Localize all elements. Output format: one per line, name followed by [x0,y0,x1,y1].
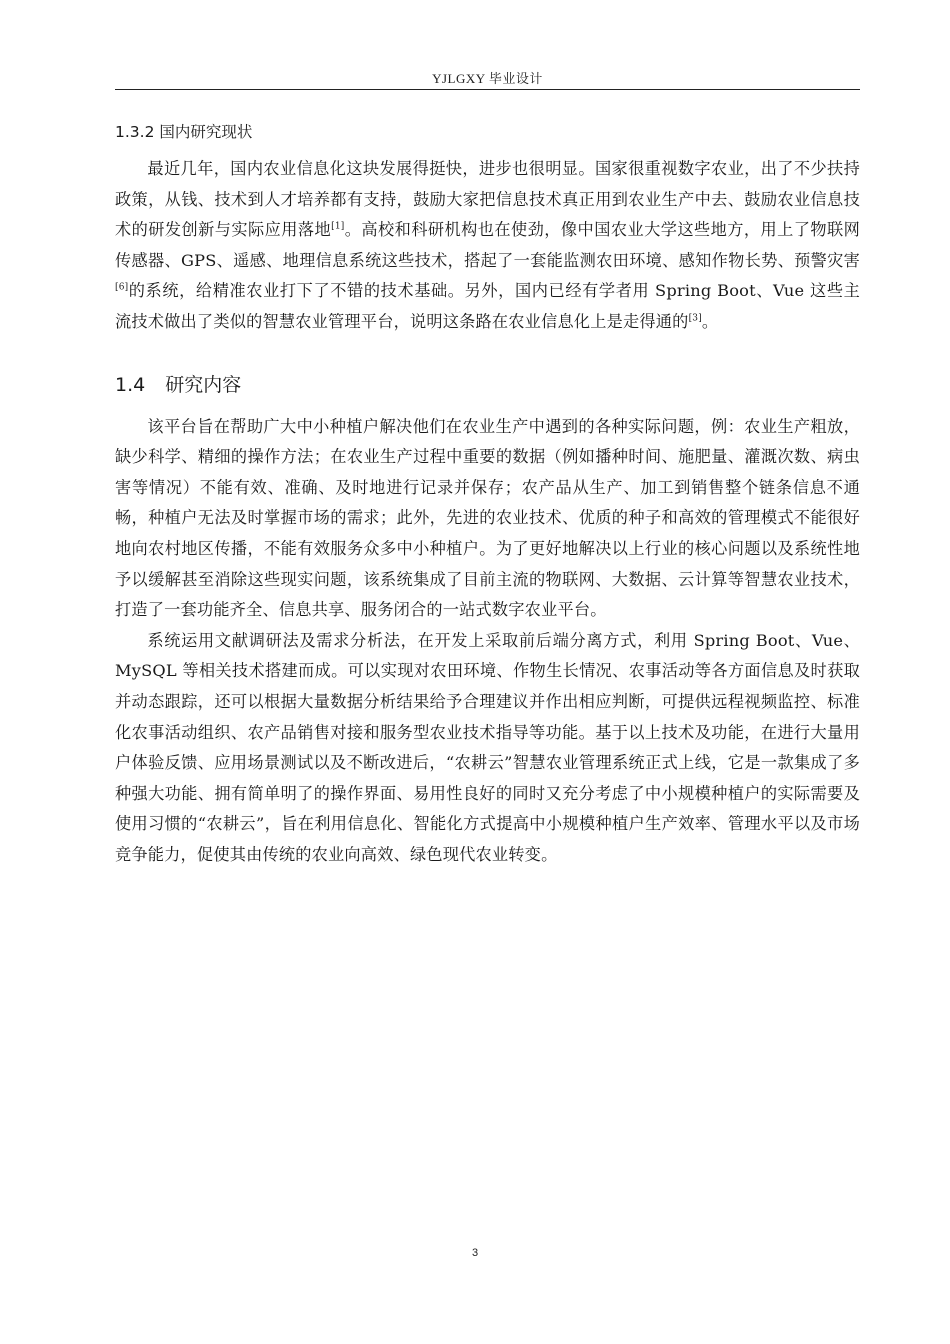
section-1-4-paragraph-1: 该平台旨在帮助广大中小种植户解决他们在农业生产中遇到的各种实际问题，例：农业生产粗放，缺少科学、精细的操作方法；在农业生产过程中重要的数据（例如播种时间、施肥量、灌溉次数、病虫害等情况）不能有效、准确、及时地进行记录并保存；农产品从生产、加工到销售整个链条信息不通畅，种植户无法及时掌握市场的需求；此外，先进的农业技术、优质的种子和高效的管理模式不能很好地向农村地区传播，不能有效服务众多中小种植户。为了更好地解决以上行业的核心问题以及系统性地予以缓解甚至消除这些现实问题，该系统集成了目前主流的物联网、大数据、云计算等智慧农业技术，打造了一套功能齐全、信息共享、服务闭合的一站式数字农业平台。 [115,416,860,620]
paragraph-text: 最近几年，国内农业信息化这块发展得挺快，进步也很明显。国家很重视数字农业，出了不少扶持政策，从钱、技术到人才培养都有支持，鼓励大家把信息技术真正用到农业生产中去、鼓励农业信息技术的研发创新与实际应用落地 [115,159,860,240]
paragraph-text: 的系统，给精准农业打下了不错的技术基础。另外，国内已经有学者用 Spring Boot、Vue 这些主流技术做出了类似的智慧农业管理平台，说明这条路在农业信息化上是走得通的 [115,281,860,331]
running-header: YJLGXY 毕业设计 [432,71,543,86]
section-1-3-2-heading: 1.3.2 国内研究现状 [115,123,253,141]
page-body [115,118,860,870]
citation-ref: [1] [331,221,345,232]
paragraph-text: 。高校和科研机构也在使劲，像中国农业大学这些地方，用上了物联网传感器、GPS、遥感、地理信息系统这些技术，搭起了一套能监测农田环境、感知作物长势、预警灾害 [115,220,860,270]
citation-ref: [3] [688,313,702,324]
section-1-4-heading [115,370,860,400]
section-title: 研究内容 [165,373,242,396]
header-divider [115,89,860,90]
page-number: 3 [471,1247,479,1259]
section-1-4-paragraph-2: 系统运用文献调研法及需求分析法，在开发上采取前后端分离方式，利用 Spring Boot、Vue、MySQL 等相关技术搭建而成。可以实现对农田环境、作物生长情况、农事活动等各方面信息及时获取并动态跟踪，还可以根据大量数据分析结果给予合理建议并作出相应判断，可提供远程视频监控、标准化农事活动组织、农产品销售对接和服务型农业技术指导等功能。基于以上技术及功能，在进行大量用户体验反馈、应用场景测试以及不断改进后，“农耕云”智慧农业管理系统正式上线，它是一款集成了多种强大功能、拥有简单明了的操作界面、易用性良好的同时又充分考虑了中小规模种植户的实际需要及使用习惯的“农耕云”，旨在利用信息化、智能化方式提高中小规模种植户生产效率、管理水平以及市场竞争能力，促使其由传统的农业向高效、绿色现代农业转变。 [115,630,860,864]
section-number: 1.4 [115,373,146,396]
section-1-3-2-paragraph [115,154,860,338]
paragraph-text: 。 [701,311,719,331]
citation-ref: [6] [115,282,129,293]
